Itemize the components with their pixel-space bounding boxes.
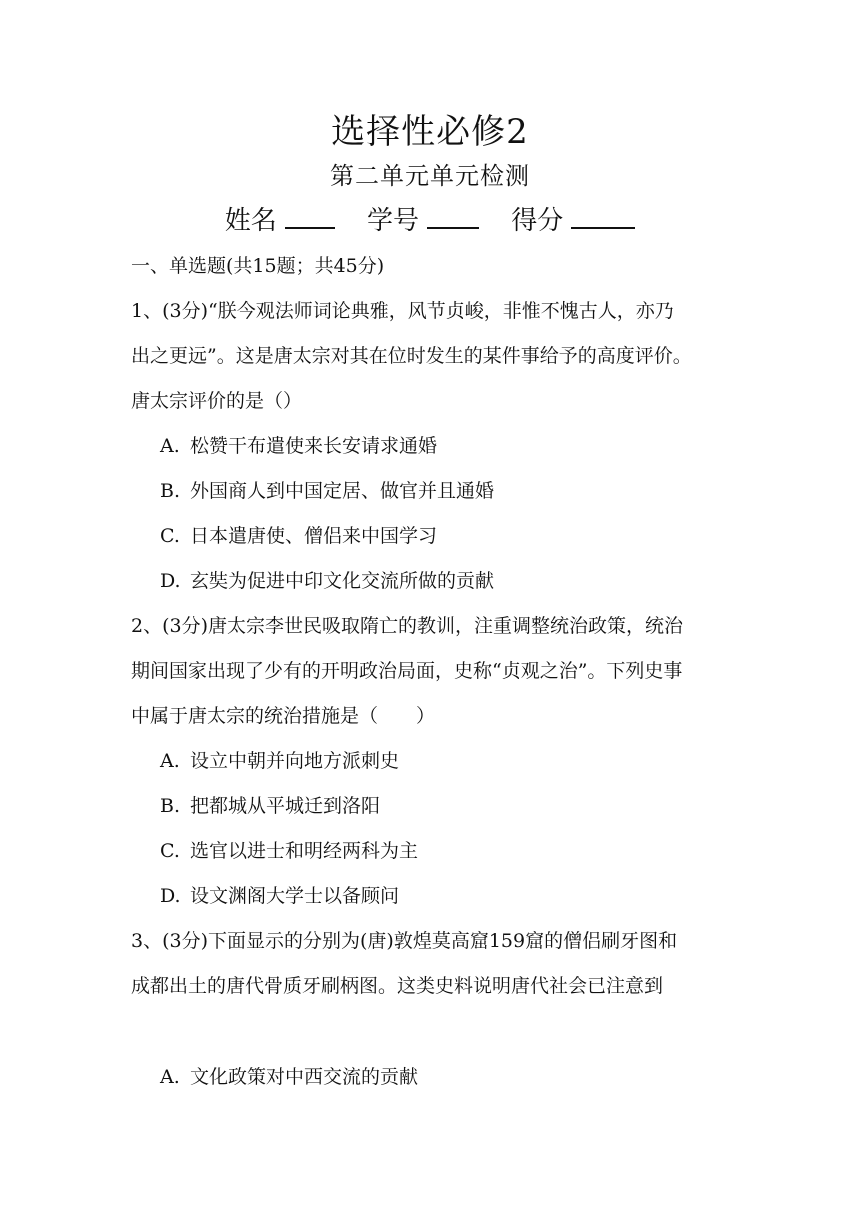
score-label: 得分 bbox=[511, 206, 564, 236]
option-letter: C. bbox=[160, 840, 180, 862]
name-field bbox=[219, 200, 341, 237]
option-letter: B. bbox=[160, 480, 181, 502]
option-text: 外国商人到中国定居、做官并且通婚 bbox=[190, 480, 495, 502]
question-1-line-3: 唐太宗评价的是（） bbox=[131, 390, 303, 412]
question-1-line-1: 1、(3分)“朕今观法师词论典雅，风节贞峻，非惟不愧古人，亦乃 bbox=[131, 300, 674, 322]
name-blank bbox=[285, 203, 335, 229]
option-letter: A. bbox=[160, 750, 180, 772]
question-3-option-a bbox=[160, 1062, 418, 1089]
option-text: 把都城从平城迁到洛阳 bbox=[190, 795, 381, 817]
document-title: 选择性必修2 bbox=[331, 112, 529, 152]
option-letter: D. bbox=[160, 570, 181, 592]
question-2-line-3: 中属于唐太宗的统治措施是（ ） bbox=[131, 705, 436, 727]
option-text: 日本遣唐使、僧侣来中国学习 bbox=[190, 525, 438, 547]
option-letter: B. bbox=[160, 795, 181, 817]
question-2-line-2: 期间国家出现了少有的开明政治局面，史称“贞观之治”。下列史事 bbox=[131, 660, 683, 682]
option-letter: C. bbox=[160, 525, 180, 547]
question-1-option-a bbox=[160, 431, 437, 458]
id-field bbox=[361, 200, 485, 237]
document-subtitle: 第二单元单元检测 bbox=[330, 162, 530, 190]
option-letter: A. bbox=[160, 435, 180, 457]
section-heading: 一、单选题(共15题；共45分) bbox=[131, 255, 385, 277]
option-text: 玄奘为促进中印文化交流所做的贡献 bbox=[190, 570, 495, 592]
question-2-option-c bbox=[160, 836, 418, 863]
option-text: 设立中朝并向地方派刺史 bbox=[190, 750, 400, 772]
question-1-option-b bbox=[160, 476, 494, 503]
id-blank bbox=[427, 203, 479, 229]
option-text: 选官以进士和明经两科为主 bbox=[190, 840, 419, 862]
option-text: 文化政策对中西交流的贡献 bbox=[190, 1066, 419, 1088]
question-2-option-a bbox=[160, 746, 399, 773]
score-field bbox=[505, 200, 641, 237]
question-1-option-c bbox=[160, 521, 437, 548]
student-info-line bbox=[0, 200, 860, 237]
question-3-line-2: 成都出土的唐代骨质牙刷柄图。这类史料说明唐代社会已注意到 bbox=[131, 975, 664, 997]
score-blank bbox=[571, 203, 635, 229]
question-3-line-1: 3、(3分)下面显示的分别为(唐)敦煌莫高窟159窟的僧侣刷牙图和 bbox=[131, 930, 678, 952]
option-text: 设文渊阁大学士以备顾问 bbox=[190, 885, 400, 907]
id-label: 学号 bbox=[366, 206, 419, 236]
question-1-line-2: 出之更远”。这是唐太宗对其在位时发生的某件事给予的高度评价。 bbox=[131, 345, 692, 367]
question-1-option-d bbox=[160, 566, 494, 593]
option-letter: D. bbox=[160, 885, 181, 907]
option-text: 松赞干布遣使来长安请求通婚 bbox=[190, 435, 438, 457]
name-label: 姓名 bbox=[224, 206, 277, 236]
option-letter: A. bbox=[160, 1066, 180, 1088]
question-2-line-1: 2、(3分)唐太宗李世民吸取隋亡的教训，注重调整统治政策，统治 bbox=[131, 615, 684, 637]
question-2-option-b bbox=[160, 791, 380, 818]
question-2-option-d bbox=[160, 881, 399, 908]
